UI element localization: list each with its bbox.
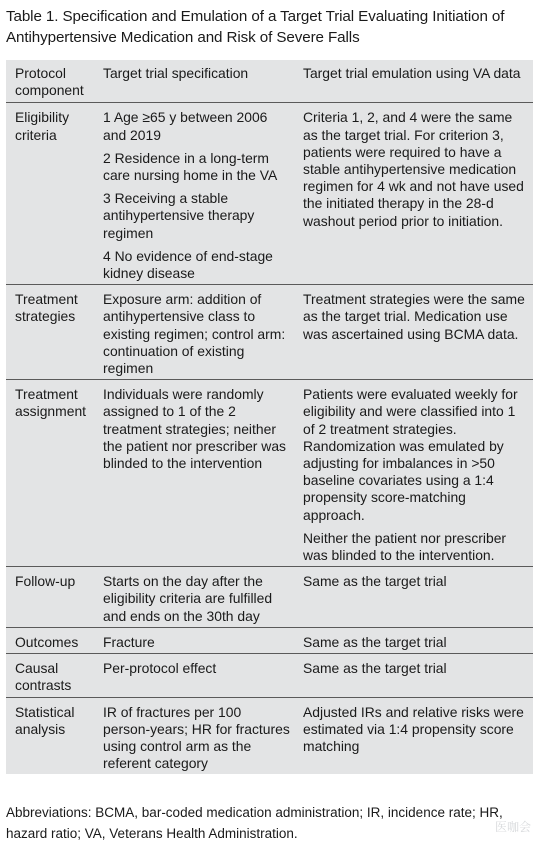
- protocol-component-cell: Statistical analysis: [6, 697, 95, 774]
- target-trial-paragraph: Per-protocol effect: [103, 660, 217, 677]
- protocol-component-cell: Eligibility criteria: [15, 109, 70, 143]
- table-row: [6, 380, 533, 567]
- table-row: [6, 285, 533, 380]
- target-trial-paragraph: 4 No evidence of end-stage kidney disease: [103, 247, 273, 282]
- trial-table-container: [6, 60, 533, 774]
- target-trial-cell: [95, 567, 295, 628]
- emulation-cell: [295, 697, 533, 774]
- emulation-paragraph: Same as the target trial: [303, 633, 447, 650]
- protocol-component-cell: Treatment strategies: [6, 285, 95, 380]
- header-target-trial: Target trial specification: [95, 60, 295, 103]
- table-body: [6, 103, 533, 774]
- header-row: [6, 60, 533, 103]
- table-row: [6, 697, 533, 774]
- emulation-cell: [295, 627, 533, 653]
- target-trial-paragraph: 2 Residence in a long-term care nursing home in the VA: [103, 149, 278, 184]
- emulation-paragraph: Same as the target trial: [303, 660, 447, 677]
- table-row: [6, 103, 533, 285]
- protocol-component-cell: Causal contrasts: [6, 654, 95, 697]
- emulation-paragraph: Patients were evaluated weekly for eligibility and were classified into 1 of 2 treatment strategies. Randomization was emulated by adjusting for imbalances in >50 baseline covariates using a 1:4 propensity score-matching approach.: [303, 386, 518, 523]
- target-trial-paragraph: Fracture: [103, 633, 155, 650]
- header-emulation: Target trial emulation using VA data: [295, 60, 533, 103]
- emulation-cell: [295, 380, 533, 567]
- emulation-cell: [295, 285, 533, 380]
- protocol-component-cell: Follow-up: [6, 567, 95, 628]
- target-trial-paragraph: Exposure arm: addition of antihypertensive class to existing regimen; control arm: continuation of existing regimen: [103, 291, 286, 377]
- table-row: [6, 654, 533, 697]
- target-trial-paragraph: Starts on the day after the eligibility criteria are fulfilled and ends on the 30th day: [103, 573, 273, 624]
- emulation-paragraph: Treatment strategies were the same as the target trial. Medication use was ascertained using BCMA data.: [303, 291, 525, 342]
- table-title: Table 1. Specification and Emulation of a Target Trial Evaluating Initiation of Antihypertensive Medication and Risk of Severe Falls: [6, 8, 505, 46]
- target-trial-paragraph: 1 Age ≥65 y between 2006 and 2019: [103, 109, 268, 143]
- table-row: [6, 567, 533, 628]
- emulation-paragraph: Same as the target trial: [303, 573, 447, 590]
- target-trial-cell: [95, 627, 295, 653]
- target-trial-cell: [95, 103, 295, 285]
- trial-table: [6, 60, 533, 774]
- watermark: 医咖会: [494, 820, 531, 834]
- protocol-component-cell: Treatment assignment: [6, 380, 95, 567]
- emulation-cell: [295, 654, 533, 697]
- emulation-cell: [295, 567, 533, 628]
- target-trial-cell: [95, 380, 295, 567]
- emulation-paragraph: Neither the patient nor prescriber was blinded to the intervention.: [303, 529, 507, 564]
- target-trial-paragraph: Individuals were randomly assigned to 1 of the 2 treatment strategies; neither the patient nor prescriber was blinded to the intervention: [103, 386, 286, 472]
- target-trial-cell: [95, 654, 295, 697]
- emulation-cell: [295, 103, 533, 285]
- target-trial-paragraph: IR of fractures per 100 person-years; HR for fractures using control arm as the referent category: [103, 703, 290, 772]
- protocol-component-cell: Outcomes: [6, 627, 95, 653]
- table-row: [6, 627, 533, 653]
- emulation-paragraph: Criteria 1, 2, and 4 were the same as the target trial. For criterion 3, patients were required to have a stable antihypertensive medication regimen for 4 wk and not have used the initiated therapy in the 28-d washout period prior to initiation.: [303, 109, 524, 229]
- target-trial-paragraph: 3 Receiving a stable antihypertensive therapy regimen: [103, 190, 255, 241]
- target-trial-cell: [95, 285, 295, 380]
- abbreviations-footnote: Abbreviations: BCMA, bar-coded medication administration; IR, incidence rate; HR, hazard ratio; VA, Veterans Health Administration.: [6, 805, 503, 841]
- emulation-paragraph: Adjusted IRs and relative risks were estimated via 1:4 propensity score matching: [303, 703, 524, 754]
- header-protocol-component: Protocol component: [6, 60, 95, 103]
- target-trial-cell: [95, 697, 295, 774]
